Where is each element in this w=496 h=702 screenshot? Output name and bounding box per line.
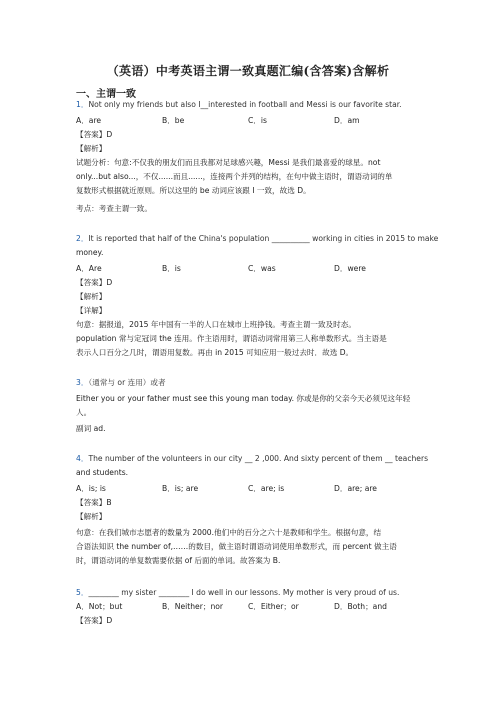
- option-a: A．is; is: [76, 484, 106, 493]
- question-number: 1．: [76, 100, 89, 109]
- option-b: B．is; are: [162, 484, 199, 493]
- analysis-text: 表示人口百分之几时，谓语用复数。再由 in 2015 可知应用一般过去时．故选 D。: [76, 348, 354, 357]
- analysis-text: 试题分析：句意:不仅我的朋友们而且我都对足球感兴趣，Messi 是我们最喜爱的球星。not: [76, 158, 381, 167]
- question-number: 4．: [76, 454, 89, 463]
- option-d: D．were: [334, 264, 366, 273]
- option-c: C．are; is: [248, 484, 285, 493]
- answer-label: 【答案】D: [76, 130, 113, 139]
- option-c: C．is: [248, 116, 267, 125]
- answer-label: 【答案】D: [76, 616, 113, 625]
- options-row: [76, 602, 387, 612]
- answer-label: 【答案】D: [76, 278, 113, 287]
- analysis-label: 【解析】: [76, 144, 107, 153]
- analysis-text: 考点：考查主谓一致。: [76, 204, 152, 213]
- option-b: B．is: [162, 264, 181, 273]
- option-c: C．was: [248, 264, 276, 273]
- question-stem: ________ my sister ________ I do well in our lessons. My mother is very proud of us.: [88, 588, 400, 597]
- analysis-text: only...but also...，不仅......而且......，连接两个并列的结构，在句中做主语时，谓语动词的单: [76, 172, 393, 181]
- question-number: 5．: [76, 588, 89, 597]
- example-text: Either you or your father must see this young man today. 你或是你的父亲今天必须见这年轻: [76, 394, 411, 403]
- analysis-text: 复数形式根据就近原则。所以这里的 be 动词应该跟 I 一致，故选 D。: [76, 186, 311, 195]
- question-stem-cont: and students.: [76, 468, 129, 477]
- question-4: [76, 454, 428, 464]
- detail-label: 【详解】: [76, 306, 107, 315]
- question-3: [76, 378, 166, 388]
- analysis-label: 【解析】: [76, 512, 107, 521]
- question-number: 3．: [76, 378, 89, 387]
- analysis-text: 时，谓语动词的单复数需要依据 of 后面的单词。故答案为 B.: [76, 556, 281, 565]
- section-heading: 一、主谓一致: [76, 89, 136, 100]
- option-d: D．Both；and: [334, 602, 387, 611]
- option-a: A．are: [76, 116, 102, 125]
- example-text: 副词 ad.: [76, 424, 106, 433]
- analysis-label: 【解析】: [76, 292, 107, 301]
- options-row: [76, 116, 360, 126]
- question-stem: The number of the volunteers in our city __ 2 ,000. And sixty percent of them __ teachers: [88, 454, 429, 463]
- option-a: A．Are: [76, 264, 102, 273]
- analysis-text: 句意：据报道，2015 年中国有一半的人口在城市上班挣钱。考查主谓一致及时态。: [76, 320, 356, 329]
- option-b: B．Neither；nor: [162, 602, 224, 611]
- question-stem: （通常与 or 连用）或者: [88, 378, 166, 387]
- question-1: [76, 100, 402, 110]
- option-d: D．are; are: [334, 484, 377, 493]
- question-number: 2．: [76, 234, 89, 243]
- option-c: C．Either；or: [248, 602, 299, 611]
- page-title: （英语）中考英语主谓一致真题汇编(含答案)含解析: [106, 64, 390, 78]
- example-text: 人。: [76, 408, 92, 417]
- question-2: [76, 234, 438, 244]
- answer-label: 【答案】B: [76, 498, 112, 507]
- question-stem: Not only my friends but also I__interested in football and Messi is our favorite star.: [88, 100, 402, 109]
- analysis-text: 句意：在我们城市志愿者的数量为 2000.他们中的百分之六十是教师和学生。根据句意，结: [76, 528, 382, 537]
- option-d: D．am: [334, 116, 360, 125]
- option-b: B．be: [162, 116, 185, 125]
- options-row: [76, 484, 377, 494]
- analysis-text: 合语法知识 the number of,……的数目，做主语时谓语动词使用单数形式，而 percent 做主语: [76, 542, 397, 551]
- options-row: [76, 264, 366, 274]
- question-stem-cont: money.: [76, 248, 104, 257]
- option-a: A．Not；but: [76, 602, 123, 611]
- question-stem: It is reported that half of the China's population __________ working in cities in 2015 to make: [88, 234, 439, 243]
- analysis-text: population 常与定冠词 the 连用。作主语用时，谓语动词常用第三人称单数形式。当主语是: [76, 334, 387, 343]
- question-5: [76, 588, 399, 598]
